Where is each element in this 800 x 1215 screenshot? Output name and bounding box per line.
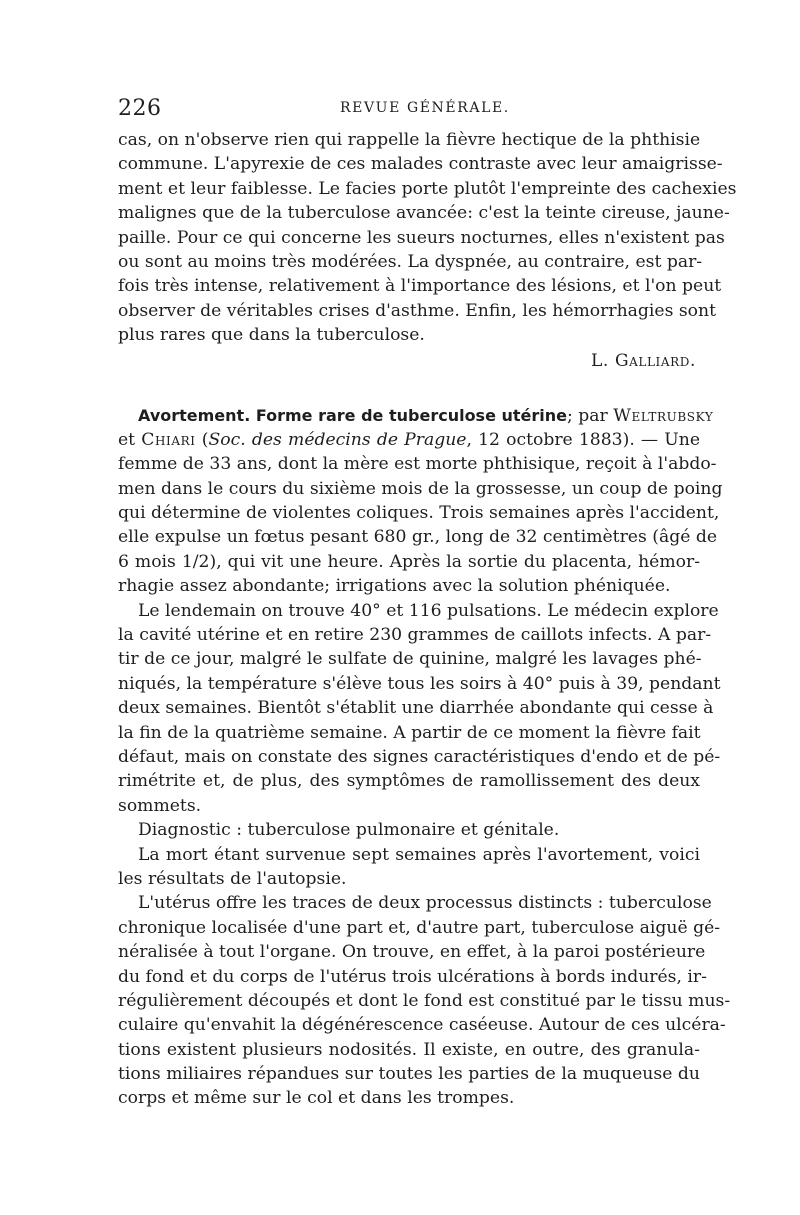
citation-text: , 12 octobre 1883). — Une [466, 429, 701, 450]
page-number: 226 [118, 96, 162, 121]
citation-text: et [118, 429, 142, 450]
text-line: men dans le cours du sixième mois de la grossesse, un coup de poing [118, 478, 723, 499]
text-line: Diagnostic : tuberculose pulmonaire et génitale. [138, 820, 560, 841]
text-line: tions existent plusieurs nodosités. Il existe, en outre, des granula- [118, 1039, 700, 1060]
text-line: culaire qu'envahit la dégénérescence caséeuse. Autour de ces ulcéra- [118, 1015, 726, 1036]
text-line: malignes que de la tuberculose avancée: c'est la teinte cireuse, jaune- [118, 203, 730, 224]
text-line: la fin de la quatrième semaine. A partir de ce moment la fièvre fait [118, 722, 701, 743]
text-line: chronique localisée d'une part et, d'autre part, tuberculose aiguë gé- [118, 917, 721, 938]
text-line: ment et leur faiblesse. Le facies porte plutôt l'empreinte des cachexies [118, 178, 737, 199]
text-line: néralisée à tout l'organe. On trouve, en effet, à la paroi postérieure [118, 942, 706, 963]
text-line: plus rares que dans la tuberculose. [118, 325, 425, 346]
text-line: 6 mois 1/2), qui vit une heure. Après la sortie du placenta, hémor- [118, 551, 700, 572]
text-line: fois très intense, relativement à l'importance des lésions, et l'on peut [118, 276, 722, 297]
text-line: défaut, mais on constate des signes caractéristiques d'endo et de pé- [118, 746, 721, 767]
text-line: corps et même sur le col et dans les trompes. [118, 1088, 515, 1109]
text-line: tions miliaires répandues sur toutes les parties de la muqueuse du [118, 1064, 700, 1085]
text-line: deux semaines. Bientôt s'établit une diarrhée abondante qui cesse à [118, 698, 714, 719]
title-connector: ; par [567, 405, 614, 426]
text-line: paille. Pour ce qui concerne les sueurs nocturnes, elles n'existent pas [118, 227, 725, 248]
section-continuation [118, 128, 737, 374]
text-line: cas, on n'observe rien qui rappelle la fièvre hectique de la phthisie [118, 130, 701, 150]
text-line: L'utérus offre les traces de deux processus distincts : tuberculose [138, 893, 712, 914]
text-line: rimétrite et, de plus, des symptômes de ramollissement des deux [118, 771, 700, 792]
citation-line [118, 428, 700, 452]
text-line: les résultats de l'autopsie. [118, 868, 347, 889]
running-head: REVUE GÉNÉRALE. [340, 100, 510, 116]
author-name: Chiari [141, 429, 196, 450]
text-line: du fond et du corps de l'utérus trois ulcérations à bords indurés, ir- [118, 966, 707, 987]
journal-name: Soc. des médecins de Prague [208, 429, 467, 450]
text-line: ou sont au moins très modérées. La dyspnée, au contraire, est par- [118, 251, 703, 272]
text-line: observer de véritables crises d'asthme. Enfin, les hémorrhagies sont [118, 300, 717, 321]
author-name: Weltrubsky [613, 405, 714, 426]
text-line: La mort étant survenue sept semaines après l'avortement, voici [138, 844, 700, 865]
article-abstract [118, 404, 731, 1111]
text-line: tir de ce jour, malgré le sulfate de quinine, malgré les lavages phé- [118, 649, 702, 670]
text-line: femme de 33 ans, dont la mère est morte phthisique, reçoit à l'abdo- [118, 454, 717, 475]
text-line: régulièrement découpés et dont le fond est constitué par le tissu mus- [118, 990, 731, 1011]
article-title: Avortement. Forme rare de tuberculose utérine [138, 405, 568, 425]
text-line: sommets. [118, 795, 202, 816]
text-line: Le lendemain on trouve 40° et 116 pulsations. Le médecin explore [138, 600, 719, 621]
citation-text: ( [195, 429, 209, 450]
page-header [118, 96, 698, 122]
page-body [118, 128, 737, 1111]
author-signature: L. Galliard. [591, 350, 696, 371]
article-heading-line [118, 404, 714, 428]
text-line: niqués, la température s'élève tous les soirs à 40° puis à 39, pendant [118, 673, 721, 694]
text-line: commune. L'apyrexie de ces malades contraste avec leur amaigrisse- [118, 154, 723, 175]
text-line: qui détermine de violentes coliques. Trois semaines après l'accident, [118, 503, 720, 524]
text-line: la cavité utérine et en retire 230 grammes de caillots infects. A par- [118, 625, 712, 646]
text-line: rhagie assez abondante; irrigations avec la solution phéniquée. [118, 576, 671, 597]
text-line: elle expulse un fœtus pesant 680 gr., long de 32 centimètres (âgé de [118, 527, 718, 548]
